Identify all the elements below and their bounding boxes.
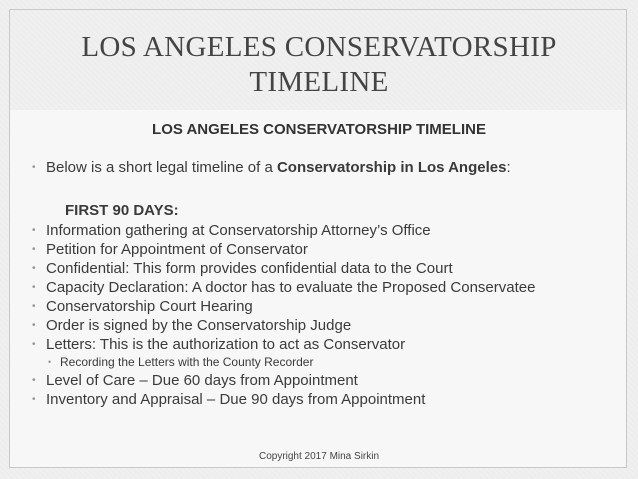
list-item: [32, 335, 622, 354]
list-item-text: Level of Care – Due 60 days from Appointment: [46, 372, 358, 389]
list-item-text: Letters: This is the authorization to act as Conservator: [46, 336, 406, 353]
title-line-2: TIMELINE: [249, 66, 389, 98]
bullet-icon: •: [32, 320, 36, 331]
list-item-text: Order is signed by the Conservatorship Judge: [46, 317, 352, 334]
intro-prefix: Below is a short legal timeline of a: [46, 159, 277, 176]
bullet-icon: •: [32, 162, 36, 173]
intro-bold: Conservatorship in Los Angeles: [276, 159, 507, 176]
list-item: [32, 371, 622, 390]
list-item-text: Inventory and Appraisal – Due 90 days from Appointment: [46, 391, 426, 408]
list-item-text: Capacity Declaration: A doctor has to evaluate the Proposed Conservatee: [46, 279, 536, 296]
list-item-text: Conservatorship Court Hearing: [46, 298, 253, 315]
bullet-content: [32, 158, 622, 409]
list-item-text: Information gathering at Conservatorship Attorney’s Office: [46, 222, 431, 239]
bullet-icon: •: [32, 339, 36, 350]
list-item: [32, 240, 622, 259]
list-item: [32, 221, 622, 240]
copyright-footer: Copyright 2017 Mina Sirkin: [258, 451, 380, 462]
bullet-icon: •: [32, 244, 36, 255]
list-item: [32, 316, 622, 335]
list-item: [32, 278, 566, 297]
bullet-icon: •: [32, 394, 36, 405]
intro-suffix: :: [506, 159, 511, 176]
list-item-text: Confidential: This form provides confidential data to the Court: [46, 260, 453, 277]
bullet-icon: •: [32, 263, 36, 274]
bullet-icon: •: [32, 375, 36, 386]
list-item: [32, 390, 622, 409]
list-item: [32, 259, 622, 278]
bullet-icon: •: [48, 357, 52, 367]
bullet-icon: •: [32, 282, 36, 293]
title-line-1: LOS ANGELES CONSERVATORSHIP: [81, 31, 557, 63]
bullet-icon: •: [32, 225, 36, 236]
intro-item: [32, 158, 622, 177]
bullet-icon: •: [32, 301, 36, 312]
section-heading: FIRST 90 DAYS:: [65, 202, 179, 219]
list-item-text: Petition for Appointment of Conservator: [46, 241, 308, 258]
list-item: [32, 297, 622, 316]
subheading: LOS ANGELES CONSERVATORSHIP TIMELINE: [152, 121, 486, 138]
sub-list-item-text: Recording the Letters with the County Recorder: [60, 355, 314, 369]
slide-title: [20, 30, 618, 100]
sub-list-item: [32, 354, 622, 371]
